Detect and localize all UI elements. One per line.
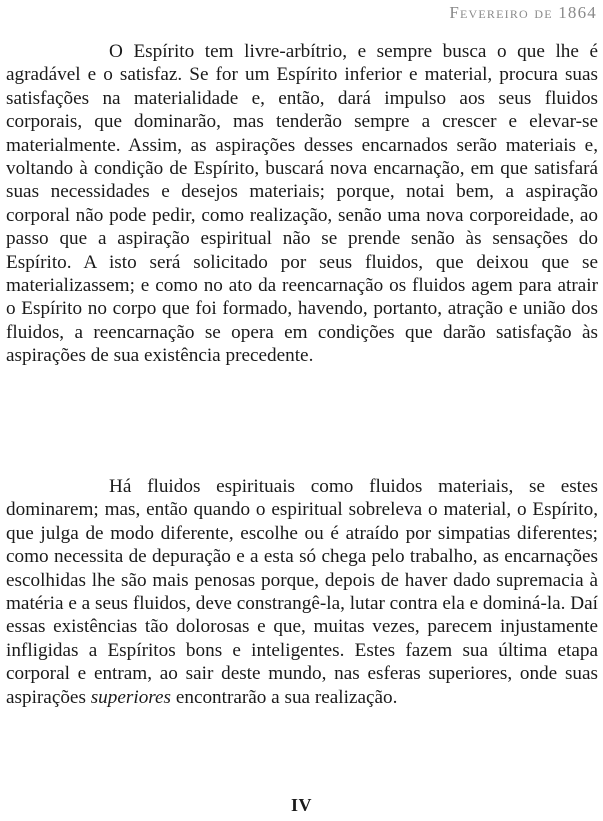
paragraph-2-emphasis: superiores bbox=[90, 686, 172, 708]
paragraph-2-text-before: Há fluidos espirituais como fluidos materiais, se estes dominarem; mas, então quando o espiritual sobreleva o material, o Espírito, que julga de modo diferente, escolhe ou é atraído por simpatias diferentes; como necessita de depuração e a esta só chega pelo trabalho, as encarnações escolhidas lhe são mais penosas porque, depois de haver dado supremacia à matéria e a seus fluidos, deve constrangê-la, lutar contra ela e dominá-la. Daí essas existências tão dolorosas e que, muitas vezes, parecem injustamente infligidas a Espíritos bons e inteligentes. Estes fazem sua última etapa corporal e entram, ao sair deste mundo, nas esferas superiores, onde suas aspirações bbox=[6, 476, 598, 708]
paragraph-2 bbox=[6, 475, 598, 709]
section-number: IV bbox=[290, 795, 312, 815]
paragraph-1-text: O Espírito tem livre-arbítrio, e sempre busca o que lhe é agradável e o satisfaz. Se for um Espírito inferior e material, procura suas satisfações na materialidade e, então, dará impulso aos seus fluidos corporais, que dominarão, mas tenderão sempre a crescer e elevar-se materialmente. Assim, as aspirações desses encarnados serão materiais e, voltando à condição de Espírito, buscará nova encarnação, em que satisfará suas necessidades e desejos materiais; porque, notai bem, a aspiração corporal não pode pedir, como realização, senão uma nova corporeidade, ao passo que a aspiração espiritual não se prende senão às sensações do Espírito. A isto será solicitado por seus fluidos, que deixou que se materializassem; e como no ato da reencarnação os fluidos agem para atrair o Espírito no corpo que foi formado, havendo, portanto, atração e união dos fluidos, a reencarnação se opera em condições que darão satisfação às aspirações de sua existência precedente. bbox=[6, 41, 598, 367]
running-header: Fevereiro de 1864 bbox=[449, 3, 597, 22]
paragraph-2-text-after: encontrarão a sua realização. bbox=[171, 686, 398, 708]
paragraph-1 bbox=[6, 40, 598, 368]
